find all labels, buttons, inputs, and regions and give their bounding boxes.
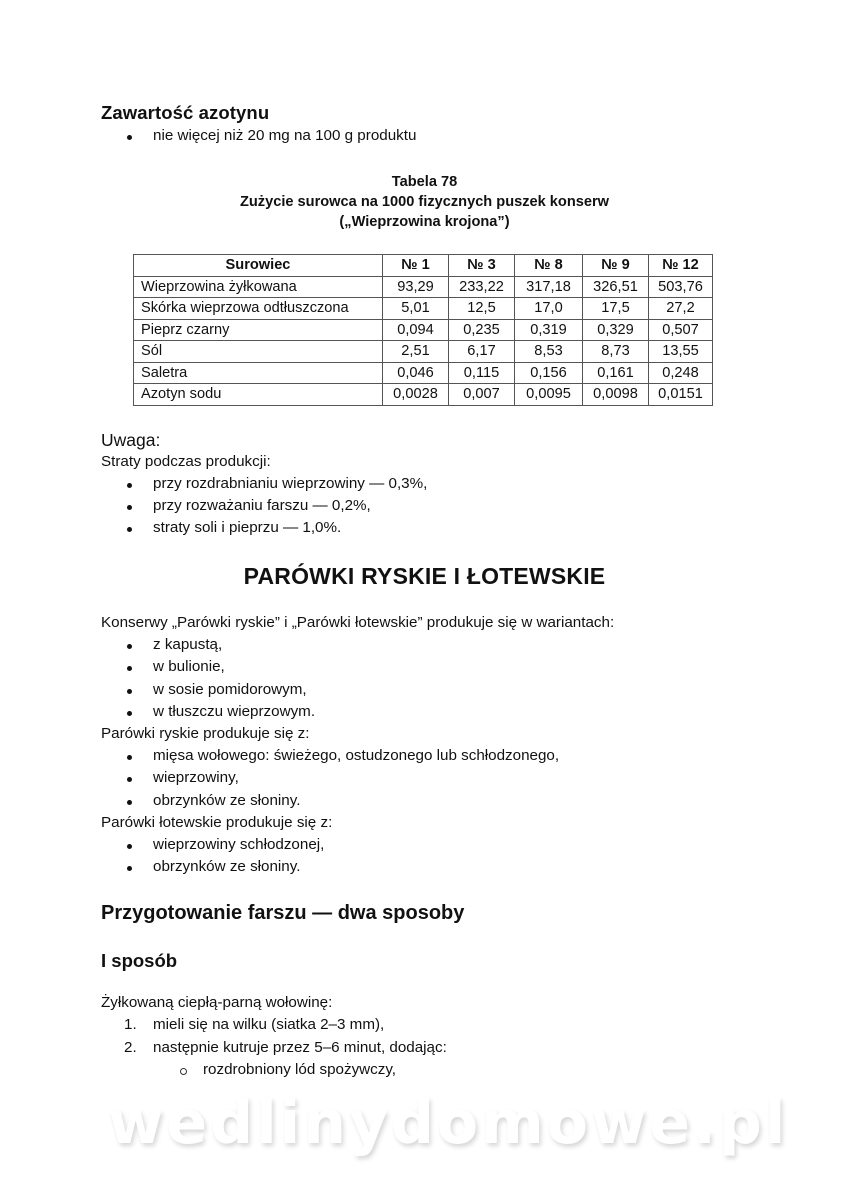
table-cell: 0,094 [383,319,449,341]
note-label: Uwaga: [101,430,161,450]
table-cell: Wieprzowina żyłkowana [134,276,383,298]
table-caption-number: Tabela 78 [391,174,458,190]
nitrite-heading: Zawartość azotynu [101,102,270,123]
bullet-icon [127,711,132,716]
table-cell: 0,156 [515,362,583,384]
bullet-icon [127,483,132,488]
table-cell: 6,17 [449,341,515,363]
raw-material-table [133,254,713,406]
table-row [134,384,713,406]
preparation-heading: Przygotowanie farszu — dwa sposoby [101,902,465,924]
table-cell: 8,73 [583,341,649,363]
table-cell: 2,51 [383,341,449,363]
column-header: Surowiec [134,255,383,277]
table-row [134,341,713,363]
table-cell: Skórka wieprzowa odtłuszczona [134,298,383,320]
table-cell: 0,046 [383,362,449,384]
table-cell: 317,18 [515,276,583,298]
table-row [134,276,713,298]
table-caption-subtitle: („Wieprzowina krojona”) [339,214,510,230]
table-cell: 0,0095 [515,384,583,406]
column-header: № 1 [383,255,449,277]
table-row [134,298,713,320]
table-cell: 13,55 [649,341,713,363]
table-cell: 0,0028 [383,384,449,406]
table-cell: 0,0151 [649,384,713,406]
variants-intro: Konserwy „Parówki ryskie” i „Parówki łotewskie” produkuje się w wariantach: [101,614,615,631]
table-cell: 0,161 [583,362,649,384]
table-cell: Pieprz czarny [134,319,383,341]
table-cell: Saletra [134,362,383,384]
table-cell: Azotyn sodu [134,384,383,406]
bullet-icon [127,844,132,849]
table-cell: 0,329 [583,319,649,341]
hollow-bullet-icon [180,1068,187,1075]
item-number: 2. [124,1039,137,1056]
table-cell: 233,22 [449,276,515,298]
ryskie-intro: Parówki ryskie produkuje się z: [101,725,310,742]
table-cell: 0,0098 [583,384,649,406]
bullet-icon [127,755,132,760]
method-1-heading: I sposób [101,950,178,971]
table-cell: 17,5 [583,298,649,320]
column-header: № 12 [649,255,713,277]
table-cell: Sól [134,341,383,363]
bullet-icon [127,777,132,782]
column-header: № 9 [583,255,649,277]
table-cell: 503,76 [649,276,713,298]
bullet-icon [127,689,132,694]
lotewskie-intro: Parówki łotewskie produkuje się z: [101,814,333,831]
table-row [134,362,713,384]
table-row [134,319,713,341]
column-header: № 8 [515,255,583,277]
table-cell: 0,248 [649,362,713,384]
table-cell: 12,5 [449,298,515,320]
table-cell: 0,007 [449,384,515,406]
table-cell: 5,01 [383,298,449,320]
bullet-icon [127,666,132,671]
table-caption-title: Zużycie surowca na 1000 fizycznych puszek konserw [239,194,610,210]
bullet-icon [127,527,132,532]
table-cell: 17,0 [515,298,583,320]
table-cell: 0,115 [449,362,515,384]
item-number: 1. [124,1016,137,1033]
table-cell: 0,507 [649,319,713,341]
watermark: wedlinydomowe.pl [108,1088,789,1158]
column-header: № 3 [449,255,515,277]
table-cell: 27,2 [649,298,713,320]
table-cell: 0,235 [449,319,515,341]
bullet-icon [127,800,132,805]
table-cell: 8,53 [515,341,583,363]
table-header-row [134,255,713,277]
table-cell: 326,51 [583,276,649,298]
bullet-icon [127,644,132,649]
preparation-intro: Żyłkowaną ciepłą-parną wołowinę: [101,994,333,1011]
bullet-icon [127,135,132,140]
section-title: PARÓWKI RYSKIE I ŁOTEWSKIE [243,563,606,589]
table-cell: 93,29 [383,276,449,298]
note-intro: Straty podczas produkcji: [101,453,271,470]
bullet-icon [127,866,132,871]
table-cell: 0,319 [515,319,583,341]
bullet-icon [127,505,132,510]
document-page: Zawartość azotynu nie więcej niż 20 mg na 100 g produktu Tabela 78 Zużycie surowca na 1000 fizycznych puszek konserw („Wieprzowina krojona”) Surowiec № 1 № 3 № 8 № 9 № 12 Wieprzowina żyłkowana 93,29 233,22 317,18 326,51 503,76 Skórka wieprzowa odtłuszczona 5,01 12,5 17,0 17,5 27,2 Pieprz czarny 0,094 0,235 0,319 0,329 0,507 Sól 2,51 6,17 8,53 8,73 13,55 Saletra 0,046 0,115 0,156 0,161 0,248 Azotyn sodu 0,0028 0,007 0,0095 0,0098 0,0151 Uwaga: Straty podczas produkcji: przy rozdrabnianiu wieprzowiny — 0,3%, przy rozważaniu farszu — 0,2%, straty soli i pieprzu — 1,0%. PARÓWKI RYSKIE I ŁOTEWSKIE Konserwy „Parówki ryskie” i „Parówki łotewskie” produkuje się w wariantach: z kapustą, w bulionie, w sosie pomidorowym, w tłuszczu wieprzowym. Parówki ryskie produkuje się z: mięsa wołowego: świeżego, ostudzonego lub schłodzonego, wieprzowiny, obrzynków ze słoniny. Parówki łotewskie produkuje się z: wieprzowiny schłodzonej, obrzynków ze słoniny. Przygotowanie farszu — dwa sposoby I sposób Żyłkowaną ciepłą-parną wołowinę: 1. mieli się na wilku (siatka 2–3 mm), 2. następnie kutruje przez 5–6 minut, dodając: rozdrobniony lód spożywczy, wedlinydomowe.pl [0,0,849,1200]
